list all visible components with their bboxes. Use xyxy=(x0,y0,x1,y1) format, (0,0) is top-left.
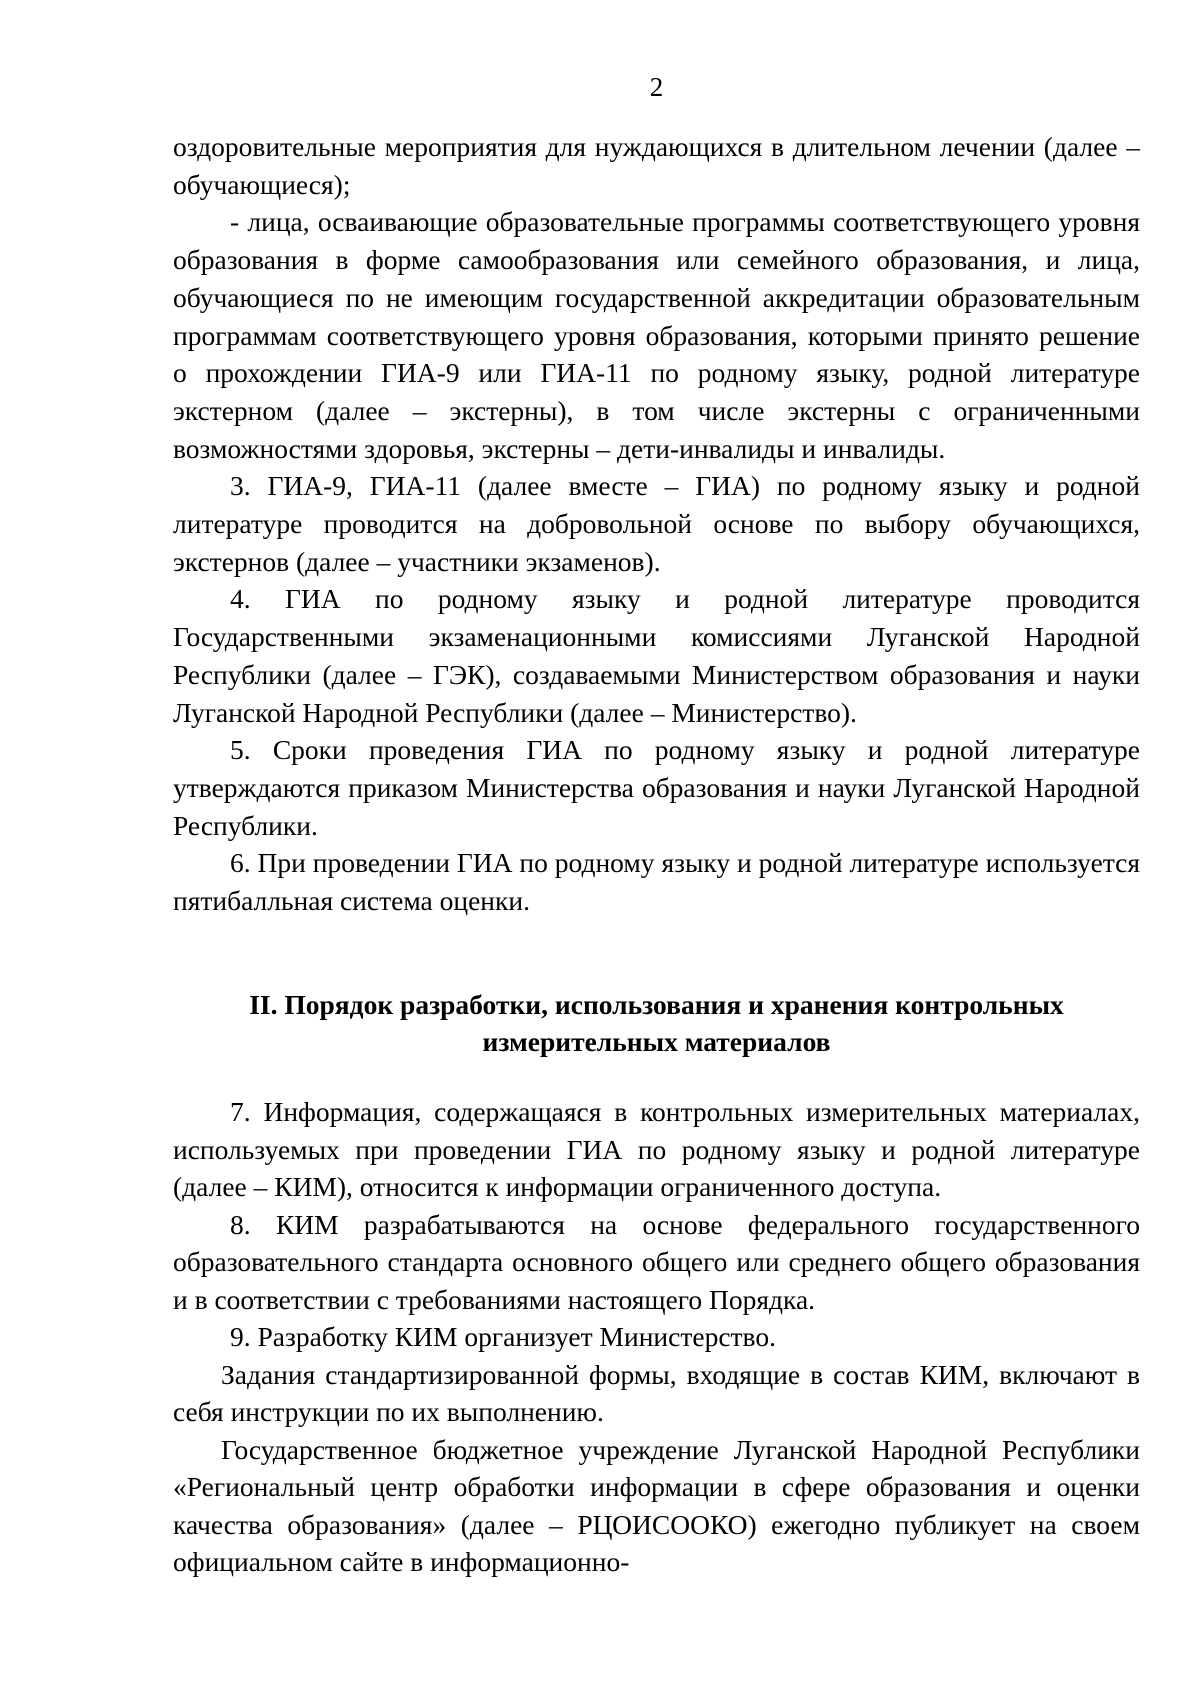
paragraph-tasks: Задания стандартизированной формы, входящие в состав КИМ, включают в себя инструкции по их выполнению. xyxy=(173,1358,1140,1427)
paragraph-3: 3. ГИА-9, ГИА-11 (далее вместе – ГИА) по родному языку и родной литературе проводится на добровольной основе по выбору обучающихся, экстернов (далее – участники экзаменов). xyxy=(173,470,1140,577)
paragraph-7: 7. Информация, содержащаяся в контрольных измерительных материалах, используемых при проведении ГИА по родному языку и родной литературе (далее – КИМ), относится к информации ограниченного доступа. xyxy=(173,1096,1140,1202)
body-text-bottom xyxy=(173,1093,1140,1581)
page-number: 2 xyxy=(649,72,664,102)
paragraph-9: 9. Разработку КИМ организует Министерство. xyxy=(230,1321,776,1352)
paragraph-externs: - лица, осваивающие образовательные программы соответствующего уровня образования в форме самообразования или семейного образования, и лица, обучающиеся по не имеющим государственной аккредитации образовательным программам соответствующего уровня образования, которыми принято решение о прохождении ГИА-9 или ГИА-11 по родному языку, родной литературе экстерном (далее – экстерны), в том числе экстерны с ограниченными возможностями здоровья, экстерны – дети-инвалиды и инвалиды. xyxy=(173,206,1140,464)
section-heading-line-1: II. Порядок разработки, использования и хранения контрольных xyxy=(249,989,1064,1020)
body-text-top xyxy=(173,128,1140,920)
section-heading xyxy=(173,986,1140,1060)
paragraph-8: 8. КИМ разрабатываются на основе федерального государственного образовательного стандарта основного общего или среднего общего образования и в соответствии с требованиями настоящего Порядка. xyxy=(173,1208,1140,1315)
paragraph-rcoisooko: Государственное бюджетное учреждение Луганской Народной Республики «Региональный центр обработки информации в сфере образования и оценки качества образования» (далее – РЦОИСООКО) ежегодно публикует на своем официальном сайте в информационно- xyxy=(173,1433,1140,1577)
paragraph-5: 5. Сроки проведения ГИА по родному языку и родной литературе утверждаются приказом Министерства образования и науки Луганской Народной Республики. xyxy=(173,734,1140,841)
paragraph-4: 4. ГИА по родному языку и родной литературе проводится Государственными экзаменационными комиссиями Луганской Народной Республики (далее – ГЭК), создаваемыми Министерством образования и науки Луганской Народной Республики (далее – Министерство). xyxy=(173,583,1140,728)
section-heading-line-2: измерительных материалов xyxy=(482,1026,831,1057)
paragraph-6: 6. При проведении ГИА по родному языку и родной литературе используется пятибалльная система оценки. xyxy=(173,847,1140,917)
paragraph-continuation: оздоровительные мероприятия для нуждающихся в длительном лечении (далее – обучающиеся); xyxy=(173,131,1140,200)
